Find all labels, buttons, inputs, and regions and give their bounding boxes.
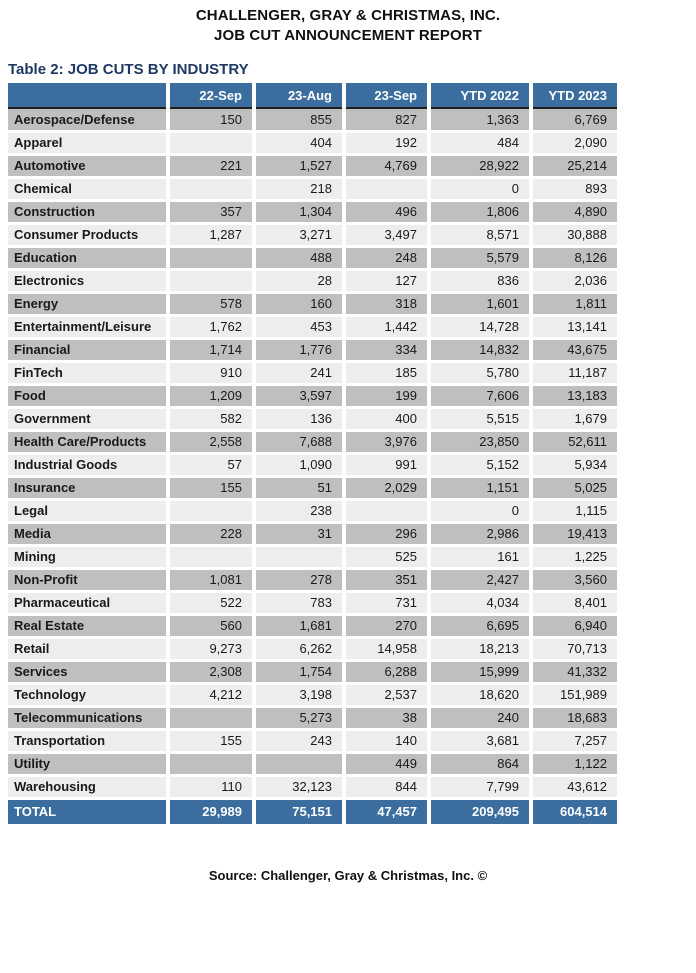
value-cell: 52,611	[531, 430, 617, 453]
table-header	[8, 83, 617, 108]
industry-cell: Automotive	[8, 154, 168, 177]
value-cell: 6,940	[531, 614, 617, 637]
value-cell: 5,515	[429, 407, 531, 430]
value-cell: 192	[344, 131, 429, 154]
table-row	[8, 292, 617, 315]
column-header: YTD 2023	[531, 83, 617, 108]
value-cell: 14,728	[429, 315, 531, 338]
value-cell: 3,198	[254, 683, 344, 706]
table-row	[8, 246, 617, 269]
value-cell: 2,558	[168, 430, 254, 453]
industry-cell: Financial	[8, 338, 168, 361]
value-cell: 136	[254, 407, 344, 430]
value-cell: 1,122	[531, 752, 617, 775]
value-cell: 334	[344, 338, 429, 361]
industry-cell: Food	[8, 384, 168, 407]
value-cell: 161	[429, 545, 531, 568]
industry-cell: Aerospace/Defense	[8, 108, 168, 131]
industry-cell: Insurance	[8, 476, 168, 499]
value-cell: 2,036	[531, 269, 617, 292]
value-cell: 1,151	[429, 476, 531, 499]
value-cell: 8,401	[531, 591, 617, 614]
value-cell: 496	[344, 200, 429, 223]
value-cell: 2,029	[344, 476, 429, 499]
value-cell: 836	[429, 269, 531, 292]
value-cell	[168, 752, 254, 775]
value-cell: 1,287	[168, 223, 254, 246]
value-cell: 218	[254, 177, 344, 200]
value-cell	[168, 269, 254, 292]
value-cell: 43,612	[531, 775, 617, 798]
value-cell: 1,527	[254, 154, 344, 177]
value-cell: 70,713	[531, 637, 617, 660]
value-cell: 25,214	[531, 154, 617, 177]
table-row	[8, 522, 617, 545]
total-value-cell: 29,989	[168, 798, 254, 824]
value-cell: 228	[168, 522, 254, 545]
value-cell: 3,497	[344, 223, 429, 246]
value-cell: 2,308	[168, 660, 254, 683]
table-header-row	[8, 83, 617, 108]
value-cell: 23,850	[429, 430, 531, 453]
value-cell: 453	[254, 315, 344, 338]
report-title-line2: JOB CUT ANNOUNCEMENT REPORT	[214, 27, 482, 44]
value-cell: 243	[254, 729, 344, 752]
industry-cell: Construction	[8, 200, 168, 223]
value-cell: 248	[344, 246, 429, 269]
value-cell: 484	[429, 131, 531, 154]
value-cell: 221	[168, 154, 254, 177]
value-cell: 155	[168, 476, 254, 499]
table-row	[8, 568, 617, 591]
value-cell	[168, 246, 254, 269]
industry-cell: Energy	[8, 292, 168, 315]
value-cell: 38	[344, 706, 429, 729]
value-cell: 5,273	[254, 706, 344, 729]
value-cell: 296	[344, 522, 429, 545]
value-cell: 5,934	[531, 453, 617, 476]
value-cell: 3,976	[344, 430, 429, 453]
value-cell: 827	[344, 108, 429, 131]
value-cell: 2,427	[429, 568, 531, 591]
value-cell: 18,620	[429, 683, 531, 706]
value-cell: 11,187	[531, 361, 617, 384]
industry-cell: Retail	[8, 637, 168, 660]
value-cell: 185	[344, 361, 429, 384]
column-header: YTD 2022	[429, 83, 531, 108]
value-cell: 1,081	[168, 568, 254, 591]
value-cell: 1,442	[344, 315, 429, 338]
value-cell	[254, 545, 344, 568]
value-cell: 7,688	[254, 430, 344, 453]
value-cell	[254, 752, 344, 775]
value-cell: 4,034	[429, 591, 531, 614]
column-header: 22-Sep	[168, 83, 254, 108]
value-cell: 238	[254, 499, 344, 522]
value-cell: 19,413	[531, 522, 617, 545]
table-row	[8, 407, 617, 430]
value-cell	[168, 131, 254, 154]
table-row	[8, 223, 617, 246]
value-cell: 31	[254, 522, 344, 545]
value-cell: 864	[429, 752, 531, 775]
value-cell: 270	[344, 614, 429, 637]
table-row	[8, 614, 617, 637]
value-cell: 0	[429, 177, 531, 200]
table-row	[8, 476, 617, 499]
industry-cell: Services	[8, 660, 168, 683]
report-header	[0, 6, 696, 46]
column-header-industry	[8, 83, 168, 108]
value-cell: 1,304	[254, 200, 344, 223]
value-cell: 51	[254, 476, 344, 499]
value-cell: 893	[531, 177, 617, 200]
value-cell: 150	[168, 108, 254, 131]
table-row	[8, 384, 617, 407]
report-title-line1: CHALLENGER, GRAY & CHRISTMAS, INC.	[195, 7, 501, 24]
value-cell: 41,332	[531, 660, 617, 683]
industry-cell: Electronics	[8, 269, 168, 292]
table-row	[8, 177, 617, 200]
table-row	[8, 637, 617, 660]
value-cell: 1,090	[254, 453, 344, 476]
value-cell: 1,363	[429, 108, 531, 131]
industry-cell: Industrial Goods	[8, 453, 168, 476]
value-cell: 4,212	[168, 683, 254, 706]
value-cell: 140	[344, 729, 429, 752]
value-cell: 4,890	[531, 200, 617, 223]
table-row	[8, 545, 617, 568]
value-cell: 731	[344, 591, 429, 614]
value-cell: 488	[254, 246, 344, 269]
value-cell: 578	[168, 292, 254, 315]
value-cell: 13,183	[531, 384, 617, 407]
industry-cell: Utility	[8, 752, 168, 775]
value-cell: 1,681	[254, 614, 344, 637]
value-cell: 6,288	[344, 660, 429, 683]
industry-cell: Warehousing	[8, 775, 168, 798]
industry-cell: Media	[8, 522, 168, 545]
table-row	[8, 706, 617, 729]
value-cell: 30,888	[531, 223, 617, 246]
value-cell: 18,213	[429, 637, 531, 660]
value-cell: 855	[254, 108, 344, 131]
value-cell: 3,271	[254, 223, 344, 246]
total-row	[8, 798, 617, 824]
industry-cell: Apparel	[8, 131, 168, 154]
value-cell: 560	[168, 614, 254, 637]
value-cell: 7,799	[429, 775, 531, 798]
source-note: Source: Challenger, Gray & Christmas, Inc. ©	[208, 868, 488, 883]
value-cell: 1,714	[168, 338, 254, 361]
value-cell: 18,683	[531, 706, 617, 729]
table-row	[8, 775, 617, 798]
value-cell: 3,597	[254, 384, 344, 407]
value-cell: 155	[168, 729, 254, 752]
industry-cell: Entertainment/Leisure	[8, 315, 168, 338]
value-cell: 8,126	[531, 246, 617, 269]
industry-cell: Pharmaceutical	[8, 591, 168, 614]
table-row	[8, 683, 617, 706]
industry-cell: Technology	[8, 683, 168, 706]
table-body	[8, 108, 617, 798]
value-cell: 400	[344, 407, 429, 430]
value-cell: 1,225	[531, 545, 617, 568]
value-cell: 991	[344, 453, 429, 476]
value-cell: 28,922	[429, 154, 531, 177]
industry-cell: Education	[8, 246, 168, 269]
value-cell: 5,152	[429, 453, 531, 476]
industry-cell: FinTech	[8, 361, 168, 384]
value-cell: 13,141	[531, 315, 617, 338]
value-cell: 910	[168, 361, 254, 384]
value-cell: 57	[168, 453, 254, 476]
industry-cell: Non-Profit	[8, 568, 168, 591]
value-cell: 160	[254, 292, 344, 315]
industry-cell: Chemical	[8, 177, 168, 200]
table-row	[8, 660, 617, 683]
table-row	[8, 752, 617, 775]
value-cell: 783	[254, 591, 344, 614]
value-cell: 9,273	[168, 637, 254, 660]
industry-cell: Mining	[8, 545, 168, 568]
table-row	[8, 338, 617, 361]
value-cell: 14,958	[344, 637, 429, 660]
value-cell	[168, 499, 254, 522]
industry-cell: Legal	[8, 499, 168, 522]
value-cell: 1,811	[531, 292, 617, 315]
table-row	[8, 200, 617, 223]
table-row	[8, 430, 617, 453]
value-cell: 3,681	[429, 729, 531, 752]
value-cell: 449	[344, 752, 429, 775]
value-cell: 844	[344, 775, 429, 798]
value-cell: 199	[344, 384, 429, 407]
value-cell: 3,560	[531, 568, 617, 591]
value-cell: 6,695	[429, 614, 531, 637]
industry-cell: Health Care/Products	[8, 430, 168, 453]
value-cell: 241	[254, 361, 344, 384]
value-cell: 32,123	[254, 775, 344, 798]
value-cell: 1,601	[429, 292, 531, 315]
value-cell: 582	[168, 407, 254, 430]
value-cell: 14,832	[429, 338, 531, 361]
value-cell: 7,606	[429, 384, 531, 407]
value-cell: 8,571	[429, 223, 531, 246]
value-cell	[344, 177, 429, 200]
value-cell: 0	[429, 499, 531, 522]
table-row	[8, 729, 617, 752]
table-row	[8, 154, 617, 177]
total-value-cell: 604,514	[531, 798, 617, 824]
table-row	[8, 315, 617, 338]
value-cell: 1,209	[168, 384, 254, 407]
value-cell: 5,780	[429, 361, 531, 384]
value-cell: 522	[168, 591, 254, 614]
value-cell: 1,806	[429, 200, 531, 223]
value-cell: 4,769	[344, 154, 429, 177]
value-cell: 1,115	[531, 499, 617, 522]
value-cell: 357	[168, 200, 254, 223]
industry-cell: Real Estate	[8, 614, 168, 637]
value-cell: 351	[344, 568, 429, 591]
value-cell: 240	[429, 706, 531, 729]
value-cell: 15,999	[429, 660, 531, 683]
total-value-cell: 75,151	[254, 798, 344, 824]
column-header: 23-Aug	[254, 83, 344, 108]
value-cell	[344, 499, 429, 522]
table-title: Table 2: JOB CUTS BY INDUSTRY	[8, 61, 249, 78]
value-cell: 127	[344, 269, 429, 292]
table-row	[8, 108, 617, 131]
value-cell: 5,025	[531, 476, 617, 499]
value-cell: 1,776	[254, 338, 344, 361]
total-value-cell: 209,495	[429, 798, 531, 824]
value-cell: 28	[254, 269, 344, 292]
value-cell: 525	[344, 545, 429, 568]
value-cell: 2,090	[531, 131, 617, 154]
value-cell: 5,579	[429, 246, 531, 269]
table-row	[8, 131, 617, 154]
column-header: 23-Sep	[344, 83, 429, 108]
industry-cell: Consumer Products	[8, 223, 168, 246]
total-value-cell: 47,457	[344, 798, 429, 824]
value-cell: 2,986	[429, 522, 531, 545]
table-row	[8, 591, 617, 614]
value-cell: 151,989	[531, 683, 617, 706]
table-footer	[8, 798, 617, 824]
value-cell	[168, 706, 254, 729]
value-cell: 43,675	[531, 338, 617, 361]
table-row	[8, 269, 617, 292]
value-cell	[168, 545, 254, 568]
value-cell: 278	[254, 568, 344, 591]
value-cell: 1,762	[168, 315, 254, 338]
value-cell: 7,257	[531, 729, 617, 752]
value-cell: 6,262	[254, 637, 344, 660]
value-cell: 404	[254, 131, 344, 154]
value-cell: 2,537	[344, 683, 429, 706]
total-label-cell: TOTAL	[8, 798, 168, 824]
value-cell: 318	[344, 292, 429, 315]
table-row	[8, 499, 617, 522]
value-cell: 1,679	[531, 407, 617, 430]
value-cell: 110	[168, 775, 254, 798]
table-row	[8, 361, 617, 384]
table-row	[8, 453, 617, 476]
value-cell: 6,769	[531, 108, 617, 131]
job-cuts-by-industry-table	[8, 83, 617, 824]
value-cell: 1,754	[254, 660, 344, 683]
industry-cell: Government	[8, 407, 168, 430]
value-cell	[168, 177, 254, 200]
industry-cell: Telecommunications	[8, 706, 168, 729]
industry-cell: Transportation	[8, 729, 168, 752]
